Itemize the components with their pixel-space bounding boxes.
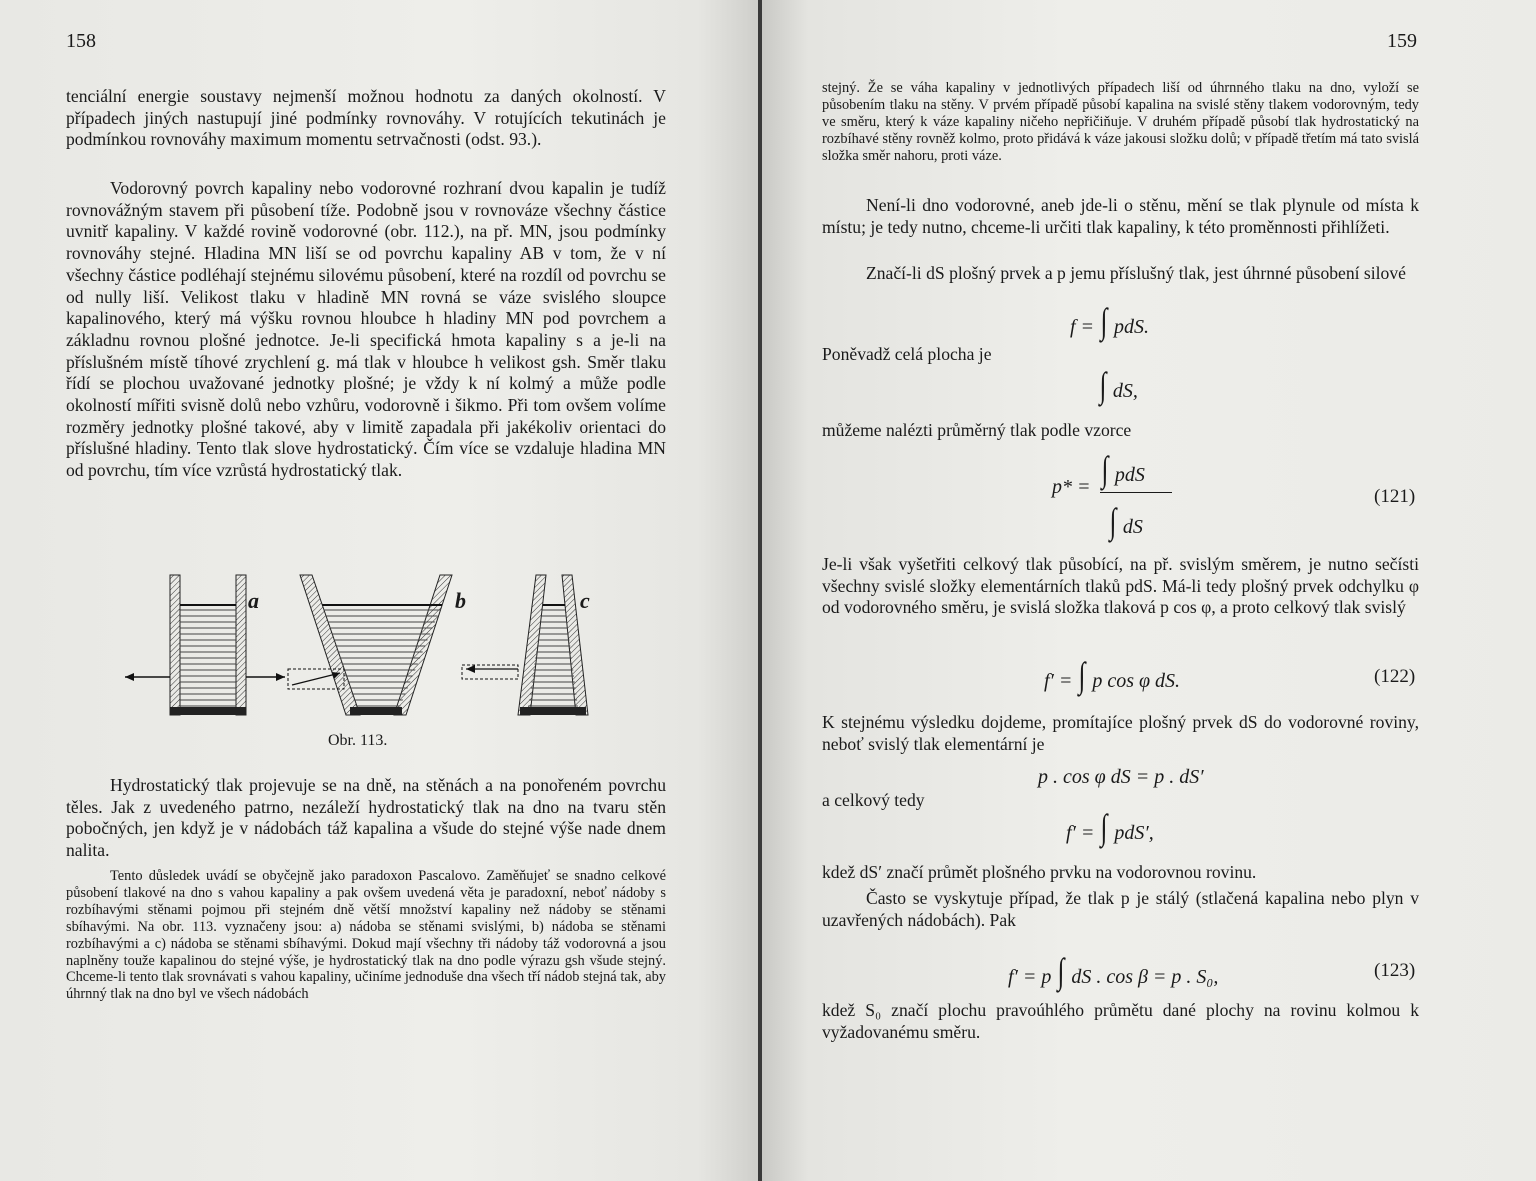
equation-121-numerator: ∫ pdS xyxy=(1101,449,1145,489)
paragraph-surface-element: Značí-li dS plošný prvek a p jemu příslušný tlak, jest úhrnné působení silové xyxy=(866,263,1406,283)
paragraph-projection-meaning: kdež dS′ značí průmět plošného prvku na vodorovnou rovinu. xyxy=(822,862,1257,882)
equation-total-force: f = ∫ pdS. xyxy=(1070,301,1149,341)
integral-symbol: ∫ xyxy=(1057,951,1065,991)
page-number: 158 xyxy=(66,30,96,52)
equation-projection: p . cos φ dS = p . dS′ xyxy=(1038,766,1204,788)
vessels-diagram xyxy=(110,565,630,725)
equation-number-122: (122) xyxy=(1374,666,1416,687)
paragraph-potential-energy: tenciální energie soustavy nejmenší možnou hodnotu za daných okolností. V případech jiných nastupují jiné podmínky rovnováhy. V rotujících tekutinách je podmínkou rovnováhy maximum momentu setrvačnosti (odst. 93.). xyxy=(66,86,666,150)
label-b: b xyxy=(455,588,466,613)
integral-symbol: ∫ xyxy=(1100,807,1108,847)
integral-symbol: ∫ xyxy=(1101,449,1109,489)
paragraph-constant-pressure: Často se vyskytuje případ, že tlak p je stálý (stlačená kapalina nebo plyn v uzavřených nádobách). Pak xyxy=(822,888,1419,930)
paragraph-projection: K stejnému výsledku dojdeme, promítajíce plošný prvek dS do vodorovné roviny, neboť svislý tlak elementární je xyxy=(822,712,1419,754)
equation-number-121: (121) xyxy=(1374,486,1416,507)
equation-123: f′ = p ∫ dS . cos β = p . S₀, xyxy=(1008,951,1219,991)
figure-caption: Obr. 113. xyxy=(328,732,388,749)
paragraph-whole-area: Poněvadž celá plocha je xyxy=(822,344,992,364)
label-c: c xyxy=(580,588,590,613)
integral-symbol: ∫ xyxy=(1100,301,1108,341)
equation-121-lhs: p* = xyxy=(1052,476,1091,498)
vessel-a xyxy=(125,575,285,715)
equation-121-denominator: ∫ dS xyxy=(1109,501,1143,541)
integral-symbol: ∫ xyxy=(1078,655,1086,695)
paragraph-horizontal-surface: Vodorovný povrch kapaliny nebo vodorovné rozhraní dvou kapalin je tudíž rovnovážným stavem při působení tíže. Podobně jsou v rovnováze všechny částice uvnitř kapaliny. V každé rovině vodorovné (obr. 112.), na př. MN, jsou podmínky rovnováhy stejné. Hladina MN liší se od povrchu kapaliny AB v tom, že v ní všechny částice podléhají stejnému silovému působení, které na rozdíl od povrchu se od nully liší. Velikost tlaku v hladině MN rovná se váze svislého sloupce kapalinového, který má výšku rovnou hloubce h hladiny MN pod povrchem a základnu rovnou plošné jednotce. Je-li specifická hmota kapaliny s a je-li na příslušném místě tíhové zrychlení g. má tlak v hloubce h velikost gsh. Směr tlaku řídí se plochou uvažované jednotky plošné; je vždy k ní kolmý a může podle okolností mířiti svisně dolů nebo vzhůru, vodorovně i šikmo. Při tom ovšem volíme rozměry jednotky plošné takové, aby v limitě zapadala při jakékoliv orientaci do příslušné hladiny. Tento tlak slove hydrostatický. Čím více se vzdaluje hladina MN od povrchu, tím více vzrůstá hydrostatický tlak. xyxy=(66,178,666,481)
paragraph-orthogonal-projection: kdež S₀ značí plochu pravoúhlého průmětu dané plochy na rovinu kolmou k vyžadovanému směru. xyxy=(822,1000,1419,1042)
integral-symbol: ∫ xyxy=(1109,501,1117,541)
vessel-b xyxy=(288,575,452,715)
equation-122: f′ = ∫ p cos φ dS. xyxy=(1044,655,1181,695)
equation-number-123: (123) xyxy=(1374,960,1416,981)
paragraph-weight-of-liquid: stejný. Že se váha kapaliny v jednotlivých případech liší od úhrnného tlaku na dno, vyloží se působením tlaku na stěny. V prvém případě působí kapalina na svislé stěny tlakem vodorovným, tedy ve směru, který k váze kapaliny ničeho nepřičiňuje. V druhém případě působí tlak hydrostatický na rozbíhavé stěny rovněž kolmo, proto přidává k váze jakousi složku dolů; v případě třetím má tato svislá složka směr nahoru, proti váze. xyxy=(822,80,1419,164)
fraction-bar xyxy=(1100,492,1172,493)
right-page xyxy=(762,0,1536,1181)
page-number: 159 xyxy=(1387,30,1417,52)
paragraph-pascal-paradox: Tento důsledek uvádí se obyčejně jako paradoxon Pascalovo. Zaměňujeť se snadno celkové působení tlakové na dno s vahou kapaliny a pak ovšem uvedená věta je paradoxní, neboť nádoby s rozbíhavými stěnami pojmou při stejném dně větší množství kapaliny než nádoby se stěnami sbíhavými. Na obr. 113. vyznačeny jsou: a) nádoba se stěnami svislými, b) nádoba se stěnami rozbíhavými a c) nádoba se stěnami sbíhavými. Dokud mají všechny tři nádoby táž vodorovná a jsou naplněny touže kapalinou do stejné výše, je hydrostatický tlak na dno podle výrazu gsh všude stejný. Chceme-li tento tlak srovnávati s vahou kapaliny, učiníme jednoduše dna všech tří nádob stejná tak, aby úhrnný tlak na dno byl ve všech nádobách xyxy=(66,868,666,1003)
paragraph-total: a celkový tedy xyxy=(822,790,925,810)
integral-symbol: ∫ xyxy=(1099,365,1107,405)
paragraph-average-pressure: můžeme nalézti průměrný tlak podle vzorce xyxy=(822,420,1132,440)
paragraph-non-horizontal-bottom: Není-li dno vodorovné, aneb jde-li o stěnu, mění se tlak plynule od místa k místu; je tedy nutno, chceme-li určiti tlak kapaliny, k této proměnnosti přihlížeti. xyxy=(822,195,1419,237)
vessel-c xyxy=(462,575,588,715)
equation-total: f′ = ∫ pdS′, xyxy=(1066,807,1154,847)
paragraph-total-vertical-pressure: Je-li však vyšetřiti celkový tlak působící, na př. svislým směrem, je nutno sečísti všechny svislé složky elementárních tlaků pdS. Má-li tedy plošný prvek odchylku φ od vodorovného směru, je svislá složka tlaková p cos φ, a proto celkový tlak svislý xyxy=(822,554,1419,618)
paragraph-hydrostatic-pressure: Hydrostatický tlak projevuje se na dně, na stěnách a na ponořeném povrchu těles. Jak z uvedeného patrno, nezáleží hydrostatický tlak na dno na tvaru stěn pobočných, jen když je v nádobách táž kapalina a všude do stejné výše nade dnem nalita. xyxy=(66,775,666,861)
equation-area: ∫ dS, xyxy=(1099,365,1138,405)
figure-113 xyxy=(110,565,630,725)
label-a: a xyxy=(248,588,259,613)
left-page xyxy=(0,0,758,1181)
